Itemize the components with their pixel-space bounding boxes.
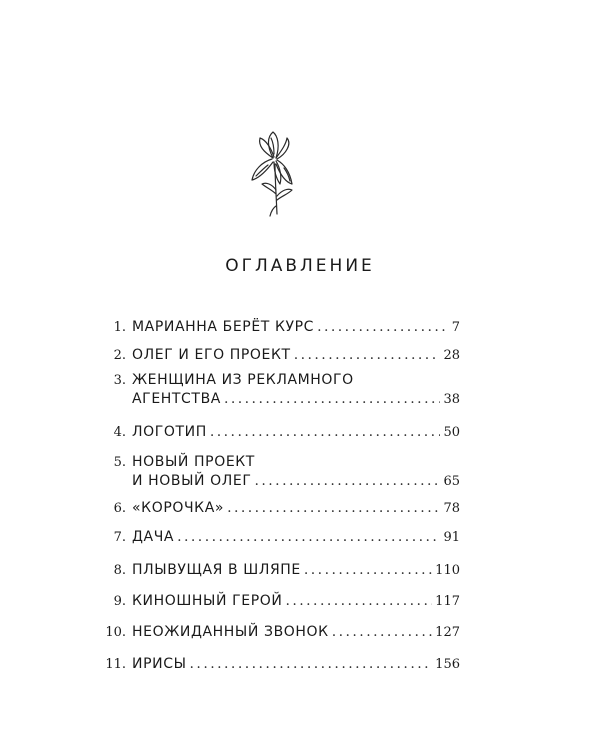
- toc-entry-title: ИРИСЫ: [132, 656, 187, 672]
- toc-entry[interactable]: [100, 423, 460, 442]
- toc-entry-title: «КОРОЧКА»: [132, 500, 225, 516]
- dot-leader: [227, 499, 440, 518]
- toc-entry-number: 11.: [105, 657, 126, 672]
- toc-entry-page-number: 7: [451, 320, 460, 335]
- toc-entry-content: [132, 623, 460, 642]
- dot-leader: [210, 423, 441, 442]
- toc-entry-title: И НОВЫЙ ОЛЕГ: [132, 473, 252, 489]
- toc-entry-title: МАРИАННА БЕРЁТ КУРС: [132, 319, 315, 335]
- toc-entry[interactable]: [100, 499, 460, 518]
- toc-entry-page-number: 38: [443, 392, 460, 407]
- toc-entry-content: [132, 655, 460, 674]
- toc-entry-number: 6.: [113, 501, 126, 516]
- toc-entry-page-number: 156: [435, 657, 460, 672]
- toc-entry-content: [132, 592, 460, 611]
- toc-entry-page-number: 50: [443, 425, 460, 440]
- toc-entry-content: [132, 371, 460, 409]
- dot-leader: [317, 318, 449, 337]
- toc-entry[interactable]: [100, 346, 460, 365]
- toc-entry-page-number: 127: [435, 625, 460, 640]
- toc-entry-title: ДАЧА: [132, 529, 175, 545]
- toc-entry-page-number: 28: [443, 348, 460, 363]
- dot-leader: [190, 655, 433, 674]
- toc-entry-content: [132, 423, 460, 442]
- toc-entry[interactable]: [100, 318, 460, 337]
- toc-entry[interactable]: [100, 453, 460, 491]
- toc-entry-title: НЕОЖИДАННЫЙ ЗВОНОК: [132, 624, 329, 640]
- toc-entry-number: 10.: [105, 625, 126, 640]
- toc-entry-content: [132, 528, 460, 547]
- dot-leader: [332, 623, 432, 642]
- iris-flower-icon: [240, 128, 310, 218]
- toc-entry-content: [132, 561, 460, 580]
- toc-entry[interactable]: [100, 561, 460, 580]
- toc-entry-number: 9.: [113, 594, 126, 609]
- toc-entry-title-line1: НОВЫЙ ПРОЕКТ: [132, 454, 255, 470]
- toc-entry-content: [132, 318, 460, 337]
- toc-entry-page-number: 91: [443, 530, 460, 545]
- toc-entry[interactable]: [100, 623, 460, 642]
- dot-leader: [294, 346, 441, 365]
- toc-entry-title-line1: ЖЕНЩИНА ИЗ РЕКЛАМНОГО: [132, 372, 354, 388]
- toc-entry-content: [132, 453, 460, 491]
- toc-entry-number: 1.: [113, 320, 126, 335]
- dot-leader: [224, 390, 441, 409]
- toc-entry-number: 3.: [113, 373, 126, 388]
- toc-entry-number: 4.: [113, 425, 126, 440]
- toc-entry-title: КИНОШНЫЙ ГЕРОЙ: [132, 593, 283, 609]
- dot-leader: [304, 561, 432, 580]
- toc-entry-number: 7.: [113, 530, 126, 545]
- toc-entry-page-number: 78: [443, 501, 460, 516]
- toc-entry-number: 5.: [113, 455, 126, 470]
- toc-entry[interactable]: [100, 528, 460, 547]
- toc-entry-number: 8.: [113, 563, 126, 578]
- dot-leader: [285, 592, 432, 611]
- toc-entry-content: [132, 346, 460, 365]
- toc-entry[interactable]: [100, 592, 460, 611]
- toc-entry-page-number: 117: [435, 594, 460, 609]
- toc-entry-content: [132, 499, 460, 518]
- toc-entry-page-number: 65: [443, 474, 460, 489]
- toc-entry-number: 2.: [113, 348, 126, 363]
- toc-entry[interactable]: [100, 655, 460, 674]
- toc-entry-title: ПЛЫВУЩАЯ В ШЛЯПЕ: [132, 562, 301, 578]
- dot-leader: [177, 528, 440, 547]
- dot-leader: [254, 472, 440, 491]
- toc-entry-page-number: 110: [435, 563, 460, 578]
- toc-entry-title: ОЛЕГ И ЕГО ПРОЕКТ: [132, 347, 291, 363]
- toc-entry[interactable]: [100, 371, 460, 409]
- toc-entry-title: ЛОГОТИП: [132, 424, 207, 440]
- toc-title: ОГЛАВЛЕНИЕ: [225, 256, 375, 276]
- toc-entry-title: АГЕНТСТВА: [132, 391, 221, 407]
